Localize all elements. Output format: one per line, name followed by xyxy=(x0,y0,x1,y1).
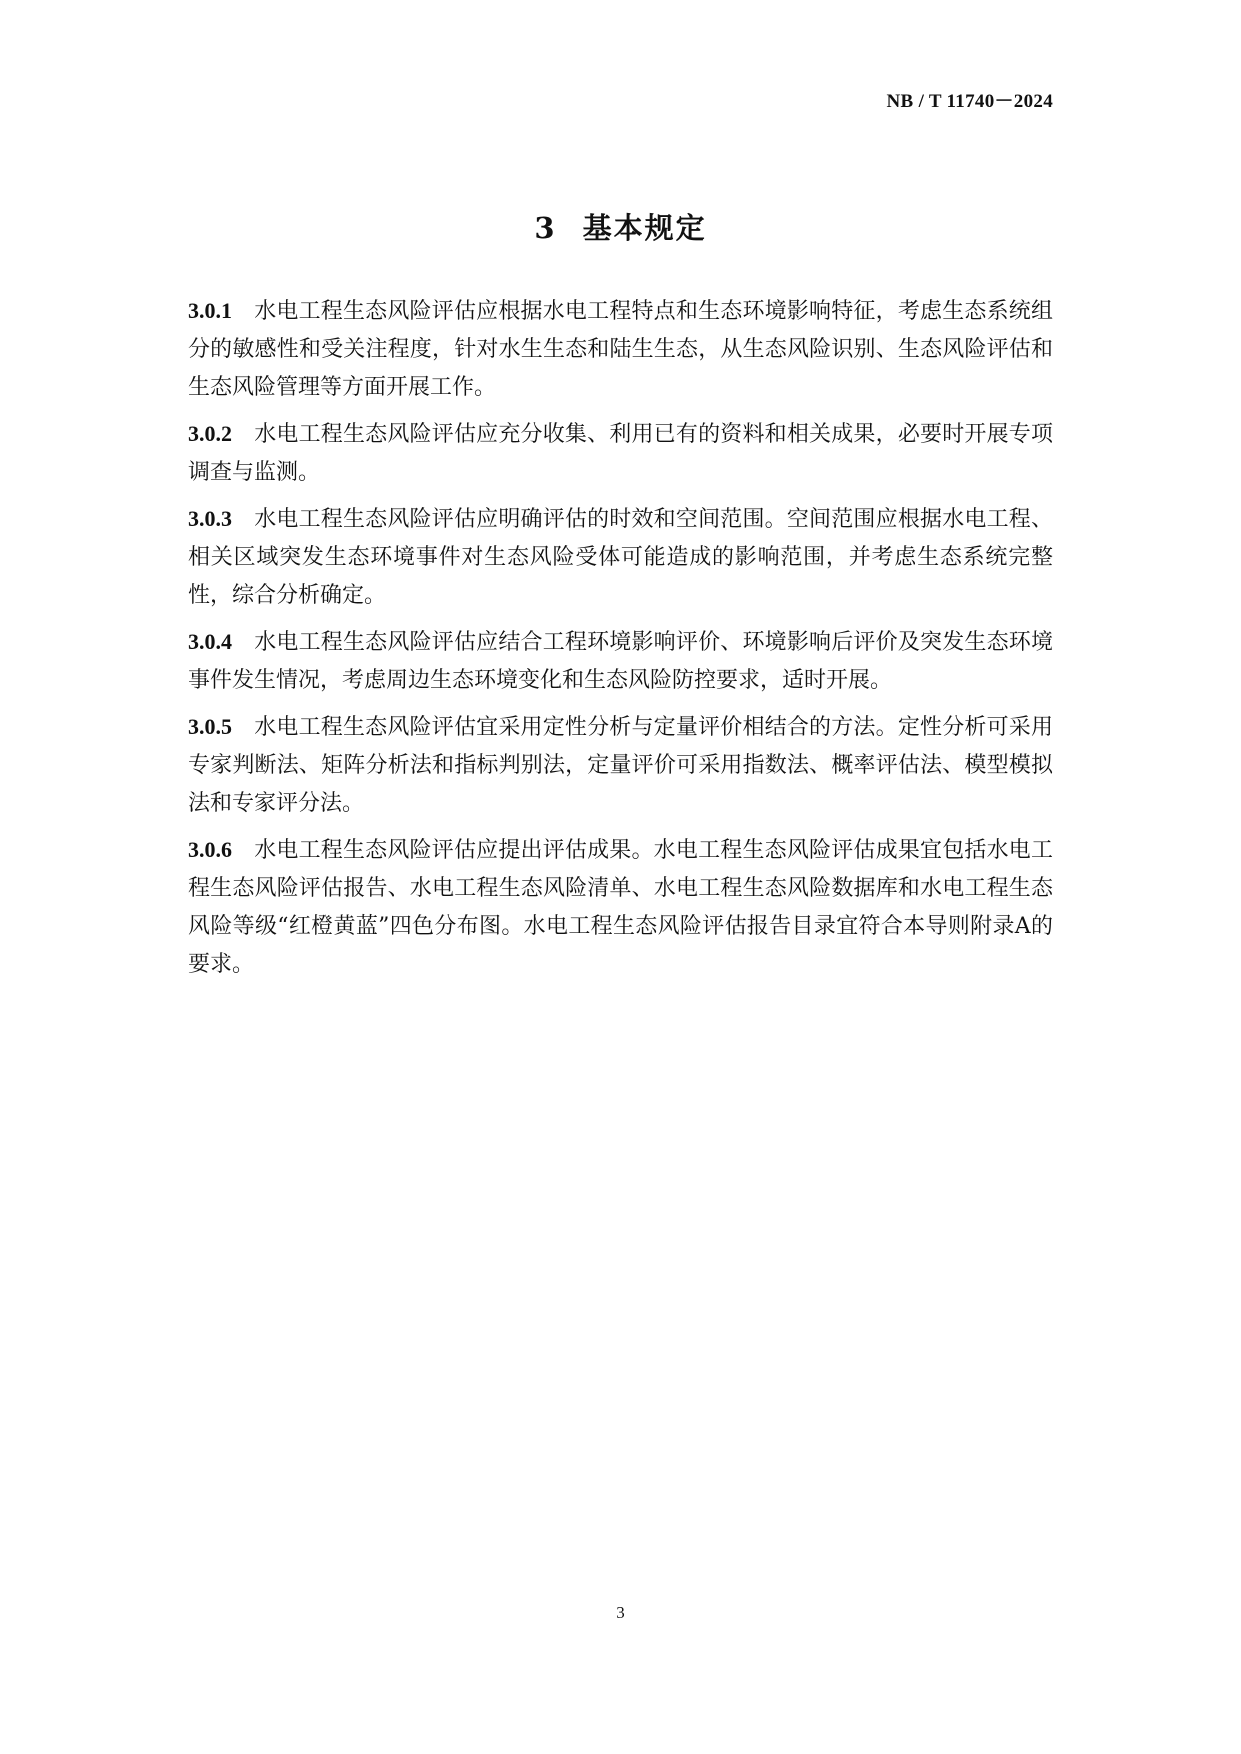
clause-text: 水电工程生态风险评估宜采用定性分析与定量评价相结合的方法。定性分析可采用专家判断法、矩阵分析法和指标判别法，定量评价可采用指数法、概率评估法、模型模拟法和专家评分法。 xyxy=(188,715,1053,816)
clause-text: 水电工程生态风险评估应根据水电工程特点和生态环境影响特征，考虑生态系统组分的敏感性和受关注程度，针对水生生态和陆生生态，从生态风险识别、生态风险评估和生态风险管理等方面开展工作。 xyxy=(188,299,1053,400)
document-code: NB / T 11740－2024 xyxy=(886,91,1053,112)
clause-text: 水电工程生态风险评估应结合工程环境影响评价、环境影响后评价及突发生态环境事件发生情况，考虑周边生态环境变化和生态风险防控要求，适时开展。 xyxy=(188,630,1053,693)
clause-number: 3.0.1 xyxy=(188,298,232,323)
chapter-title xyxy=(0,206,1241,247)
chapter-body xyxy=(188,292,1053,992)
clause-number: 3.0.4 xyxy=(188,629,232,654)
clause-3-0-2 xyxy=(188,415,1053,492)
clause-3-0-4 xyxy=(188,623,1053,700)
clause-number: 3.0.2 xyxy=(188,421,232,446)
clause-number: 3.0.5 xyxy=(188,714,232,739)
clause-number: 3.0.3 xyxy=(188,506,232,531)
clause-3-0-1 xyxy=(188,292,1053,407)
clause-text: 水电工程生态风险评估应充分收集、利用已有的资料和相关成果，必要时开展专项调查与监测。 xyxy=(188,422,1053,485)
page-number: 3 xyxy=(616,1603,625,1622)
clause-text: 水电工程生态风险评估应提出评估成果。水电工程生态风险评估成果宜包括水电工程生态风险评估报告、水电工程生态风险清单、水电工程生态风险数据库和水电工程生态风险等级“红橙黄蓝”四色分布图。水电工程生态风险评估报告目录宜符合本导则附录A的要求。 xyxy=(188,838,1053,977)
clause-number: 3.0.6 xyxy=(188,837,232,862)
chapter-number: 3 xyxy=(534,211,557,245)
clause-3-0-3 xyxy=(188,500,1053,615)
clause-3-0-6 xyxy=(188,831,1053,984)
chapter-title-text: 基本规定 xyxy=(582,211,707,245)
clause-3-0-5 xyxy=(188,708,1053,823)
clause-text: 水电工程生态风险评估应明确评估的时效和空间范围。空间范围应根据水电工程、相关区域突发生态环境事件对生态风险受体可能造成的影响范围，并考虑生态系统完整性，综合分析确定。 xyxy=(188,507,1053,608)
